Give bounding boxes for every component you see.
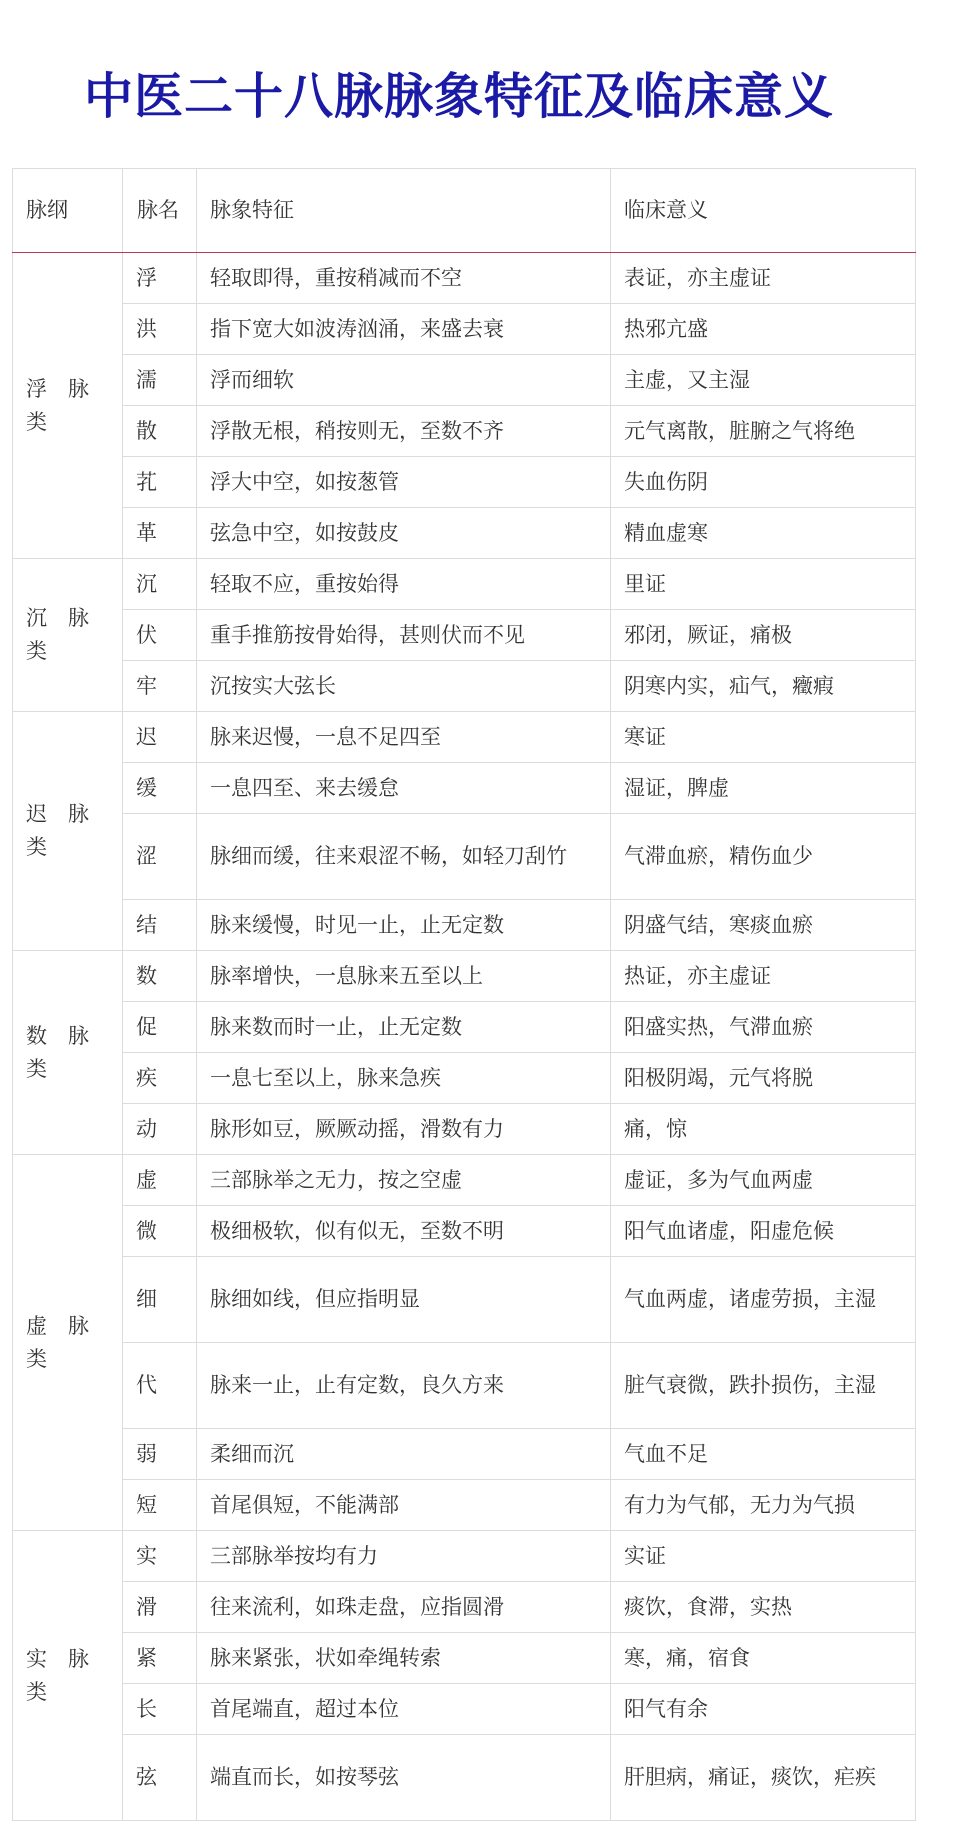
pulse-significance-cell: 热邪亢盛	[611, 304, 916, 355]
pulse-significance-cell: 邪闭，厥证，痛极	[611, 610, 916, 661]
table-row	[13, 253, 916, 304]
pulse-name-cell: 促	[123, 1002, 197, 1053]
category-label-line: 实 脉	[26, 1646, 89, 1671]
pulse-name-cell: 涩	[123, 814, 197, 900]
pulse-features-cell: 弦急中空，如按鼓皮	[197, 508, 611, 559]
pulse-significance-cell: 阴盛气结，寒痰血瘀	[611, 900, 916, 951]
table-row	[13, 457, 916, 508]
table-row	[13, 814, 916, 900]
pulse-features-cell: 柔细而沉	[197, 1429, 611, 1480]
pulse-features-cell: 端直而长，如按琴弦	[197, 1735, 611, 1821]
pulse-features-cell: 浮散无根，稍按则无，至数不齐	[197, 406, 611, 457]
pulse-features-cell: 首尾端直，超过本位	[197, 1684, 611, 1735]
header-category: 脉纲	[13, 169, 123, 253]
category-label-line: 浮 脉	[26, 376, 89, 401]
category-cell	[13, 1155, 123, 1531]
header-features: 脉象特征	[197, 169, 611, 253]
table-row	[13, 1480, 916, 1531]
pulse-significance-cell: 寒证	[611, 712, 916, 763]
pulse-features-cell: 脉来迟慢，一息不足四至	[197, 712, 611, 763]
pulse-name-cell: 弦	[123, 1735, 197, 1821]
table-row	[13, 951, 916, 1002]
pulse-name-cell: 散	[123, 406, 197, 457]
pulse-name-cell: 实	[123, 1531, 197, 1582]
pulse-significance-cell: 气滞血瘀，精伤血少	[611, 814, 916, 900]
pulse-name-cell: 疾	[123, 1053, 197, 1104]
category-cell	[13, 253, 123, 559]
table-row	[13, 712, 916, 763]
pulse-significance-cell: 肝胆病，痛证，痰饮，疟疾	[611, 1735, 916, 1821]
pulse-name-cell: 革	[123, 508, 197, 559]
table-row	[13, 1531, 916, 1582]
category-label-line: 类	[26, 835, 47, 859]
table-row	[13, 508, 916, 559]
pulse-features-cell: 浮大中空，如按葱管	[197, 457, 611, 508]
pulse-features-cell: 三部脉举按均有力	[197, 1531, 611, 1582]
pulse-significance-cell: 里证	[611, 559, 916, 610]
pulse-significance-cell: 有力为气郁，无力为气损	[611, 1480, 916, 1531]
pulse-name-cell: 数	[123, 951, 197, 1002]
pulse-features-cell: 脉来缓慢，时见一止，止无定数	[197, 900, 611, 951]
pulse-features-cell: 一息七至以上，脉来急疾	[197, 1053, 611, 1104]
pulse-significance-cell: 气血不足	[611, 1429, 916, 1480]
pulse-name-cell: 缓	[123, 763, 197, 814]
pulse-table	[12, 168, 916, 1821]
pulse-name-cell: 濡	[123, 355, 197, 406]
category-label-line: 沉 脉	[26, 606, 89, 630]
pulse-significance-cell: 寒，痛，宿食	[611, 1633, 916, 1684]
category-cell	[13, 712, 123, 951]
category-label-line: 类	[26, 639, 47, 663]
pulse-name-cell: 伏	[123, 610, 197, 661]
pulse-features-cell: 轻取即得，重按稍减而不空	[197, 253, 611, 304]
pulse-significance-cell: 脏气衰微，跌扑损伤，主湿	[611, 1343, 916, 1429]
category-label-line: 迟 脉	[26, 802, 89, 826]
pulse-significance-cell: 虚证，多为气血两虚	[611, 1155, 916, 1206]
pulse-significance-cell: 阴寒内实，疝气，癥瘕	[611, 661, 916, 712]
pulse-significance-cell: 气血两虚，诸虚劳损，主湿	[611, 1257, 916, 1343]
header-significance: 临床意义	[611, 169, 916, 253]
pulse-features-cell: 脉细如线，但应指明显	[197, 1257, 611, 1343]
table-row	[13, 1257, 916, 1343]
category-cell	[13, 951, 123, 1155]
table-row	[13, 1104, 916, 1155]
category-label-line: 数 脉	[26, 1023, 89, 1048]
pulse-name-cell: 芤	[123, 457, 197, 508]
table-row	[13, 559, 916, 610]
pulse-name-cell: 长	[123, 1684, 197, 1735]
table-row	[13, 661, 916, 712]
pulse-features-cell: 脉来一止，止有定数，良久方来	[197, 1343, 611, 1429]
pulse-significance-cell: 失血伤阴	[611, 457, 916, 508]
pulse-significance-cell: 主虚，又主湿	[611, 355, 916, 406]
category-cell	[13, 559, 123, 712]
table-row	[13, 1429, 916, 1480]
table-row	[13, 1002, 916, 1053]
pulse-features-cell: 三部脉举之无力，按之空虚	[197, 1155, 611, 1206]
table-row	[13, 1343, 916, 1429]
pulse-name-cell: 短	[123, 1480, 197, 1531]
table-row	[13, 355, 916, 406]
pulse-name-cell: 迟	[123, 712, 197, 763]
table-row	[13, 304, 916, 355]
pulse-features-cell: 脉来紧张，状如牵绳转索	[197, 1633, 611, 1684]
pulse-significance-cell: 热证，亦主虚证	[611, 951, 916, 1002]
pulse-features-cell: 首尾俱短，不能满部	[197, 1480, 611, 1531]
category-label-line: 类	[26, 409, 47, 434]
pulse-name-cell: 牢	[123, 661, 197, 712]
table-row	[13, 1053, 916, 1104]
pulse-significance-cell: 阳气血诸虚，阳虚危候	[611, 1206, 916, 1257]
table-row	[13, 610, 916, 661]
pulse-name-cell: 浮	[123, 253, 197, 304]
category-cell	[13, 1531, 123, 1821]
pulse-name-cell: 代	[123, 1343, 197, 1429]
pulse-name-cell: 紧	[123, 1633, 197, 1684]
table-row	[13, 1582, 916, 1633]
pulse-significance-cell: 阳极阴竭，元气将脱	[611, 1053, 916, 1104]
pulse-features-cell: 浮而细软	[197, 355, 611, 406]
table-row	[13, 406, 916, 457]
pulse-name-cell: 微	[123, 1206, 197, 1257]
pulse-significance-cell: 实证	[611, 1531, 916, 1582]
pulse-significance-cell: 湿证，脾虚	[611, 763, 916, 814]
pulse-features-cell: 脉来数而时一止，止无定数	[197, 1002, 611, 1053]
pulse-features-cell: 轻取不应，重按始得	[197, 559, 611, 610]
header-row	[13, 169, 916, 253]
pulse-significance-cell: 痰饮，食滞，实热	[611, 1582, 916, 1633]
table-row	[13, 1206, 916, 1257]
header-name: 脉名	[123, 169, 197, 253]
pulse-features-cell: 重手推筋按骨始得，甚则伏而不见	[197, 610, 611, 661]
pulse-features-cell: 极细极软，似有似无，至数不明	[197, 1206, 611, 1257]
table-row	[13, 900, 916, 951]
pulse-name-cell: 结	[123, 900, 197, 951]
pulse-features-cell: 沉按实大弦长	[197, 661, 611, 712]
category-label-line: 类	[26, 1056, 47, 1081]
category-label-line: 虚 脉	[26, 1313, 89, 1338]
table-body	[13, 169, 916, 1821]
pulse-features-cell: 脉率增快，一息脉来五至以上	[197, 951, 611, 1002]
pulse-significance-cell: 痛，惊	[611, 1104, 916, 1155]
pulse-name-cell: 虚	[123, 1155, 197, 1206]
pulse-features-cell: 往来流利，如珠走盘，应指圆滑	[197, 1582, 611, 1633]
table-row	[13, 1684, 916, 1735]
pulse-significance-cell: 阳盛实热，气滞血瘀	[611, 1002, 916, 1053]
pulse-name-cell: 动	[123, 1104, 197, 1155]
table-row	[13, 1735, 916, 1821]
table-row	[13, 763, 916, 814]
pulse-name-cell: 沉	[123, 559, 197, 610]
pulse-features-cell: 脉形如豆，厥厥动摇，滑数有力	[197, 1104, 611, 1155]
pulse-features-cell: 一息四至、来去缓怠	[197, 763, 611, 814]
table-row	[13, 1155, 916, 1206]
pulse-name-cell: 洪	[123, 304, 197, 355]
pulse-significance-cell: 元气离散，脏腑之气将绝	[611, 406, 916, 457]
category-label-line: 类	[26, 1679, 47, 1704]
pulse-name-cell: 弱	[123, 1429, 197, 1480]
pulse-features-cell: 指下宽大如波涛汹涌，来盛去衰	[197, 304, 611, 355]
pulse-features-cell: 脉细而缓，往来艰涩不畅，如轻刀刮竹	[197, 814, 611, 900]
pulse-significance-cell: 阳气有余	[611, 1684, 916, 1735]
pulse-name-cell: 细	[123, 1257, 197, 1343]
pulse-significance-cell: 表证，亦主虚证	[611, 253, 916, 304]
page-title: 中医二十八脉脉象特征及临床意义	[84, 68, 835, 125]
pulse-significance-cell: 精血虚寒	[611, 508, 916, 559]
pulse-name-cell: 滑	[123, 1582, 197, 1633]
category-label-line: 类	[26, 1346, 47, 1371]
table-row	[13, 1633, 916, 1684]
